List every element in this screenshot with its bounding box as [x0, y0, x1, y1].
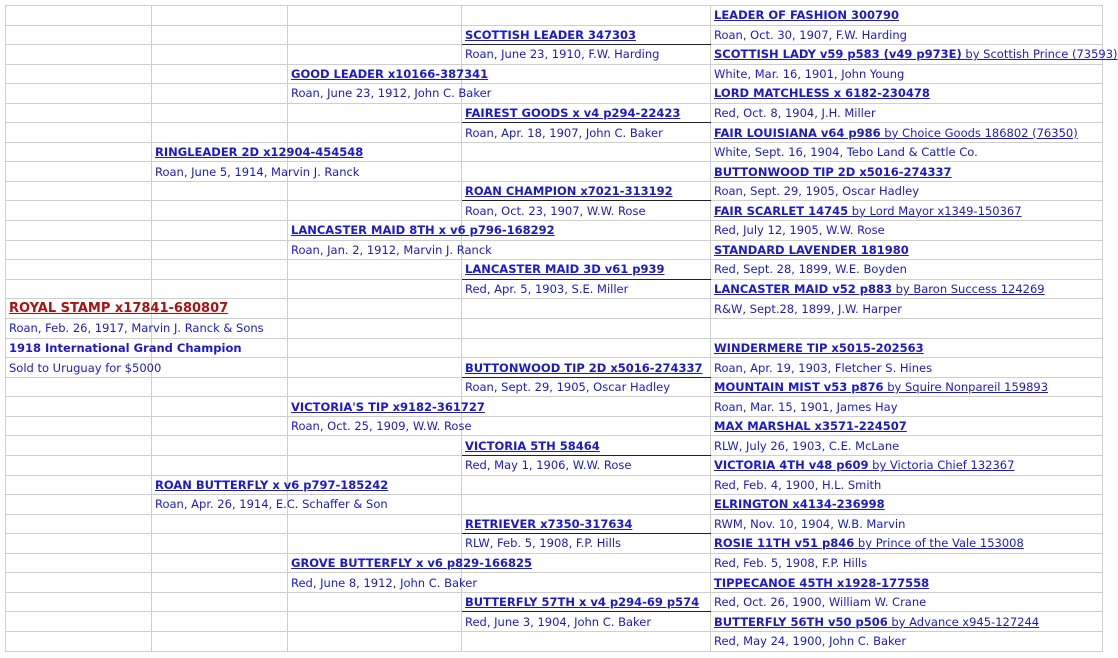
gen-2-cell: [152, 534, 288, 554]
gen-1-cell: [6, 436, 152, 456]
gen-2-cell: [152, 162, 360, 182]
gen-5-cell: [711, 123, 1103, 143]
gen-2-cell: [152, 475, 389, 495]
gen-3-cell: [288, 45, 462, 65]
gen-3-cell: [288, 319, 462, 339]
gen-1-cell: [6, 240, 152, 260]
birth-details: Red, Feb. 4, 1900, H.L. Smith: [714, 477, 882, 492]
gen-3-cell: [288, 181, 462, 201]
gen-2-cell: [152, 45, 288, 65]
sire-reference-link[interactable]: by Baron Success 124269: [891, 281, 1045, 296]
animal-name-link[interactable]: BUTTONWOOD TIP 2D x5016-274337: [465, 360, 703, 375]
pedigree-row: [6, 612, 1103, 632]
gen-1-cell: [6, 612, 152, 632]
gen-3-cell: [288, 358, 462, 378]
animal-name-link[interactable]: STANDARD LAVENDER 181980: [714, 242, 909, 257]
gen-4-cell: [462, 64, 711, 84]
gen-3-cell: [288, 279, 462, 299]
gen-3-cell: [288, 221, 555, 241]
gen-3-cell: [288, 6, 462, 26]
pedigree-row: [6, 456, 1103, 476]
gen-5-cell: [711, 416, 1103, 436]
gen-2-cell: [152, 201, 288, 221]
animal-name-link[interactable]: ROAN BUTTERFLY x v6 p797-185242: [155, 477, 389, 492]
gen-2-cell: [152, 240, 288, 260]
gen-1-cell: [6, 338, 242, 358]
birth-details: RLW, July 26, 1903, C.E. McLane: [714, 438, 900, 453]
gen-4-cell: [462, 397, 711, 417]
gen-5-cell: [711, 573, 1103, 593]
gen-5-cell: [711, 142, 1103, 162]
gen-1-cell: [6, 45, 152, 65]
pedigree-row: [6, 416, 1103, 436]
birth-details: Sold to Uruguay for $5000: [9, 360, 162, 375]
birth-details: Roan, Apr. 19, 1903, Fletcher S. Hines: [714, 360, 933, 375]
pedigree-row: [6, 84, 1103, 104]
gen-3-cell: [288, 436, 462, 456]
gen-1-cell: [6, 25, 152, 45]
gen-1-cell: [6, 358, 162, 378]
gen-4-cell: [462, 201, 711, 221]
birth-details: Roan, June 23, 1912, John C. Baker: [291, 86, 492, 101]
birth-details: Roan, June 5, 1914, Marvin J. Ranck: [155, 164, 360, 179]
gen-5-cell: [711, 338, 1103, 358]
animal-name-link[interactable]: VICTORIA 5TH 58464: [465, 438, 600, 453]
gen-1-cell: [6, 514, 152, 534]
gen-4-cell: [462, 162, 711, 182]
birth-details: Roan, Sept. 29, 1905, Oscar Hadley: [465, 380, 671, 395]
animal-name-link[interactable]: WINDERMERE TIP x5015-202563: [714, 341, 924, 356]
gen-2-cell: [152, 436, 288, 456]
award-text: 1918 International Grand Champion: [9, 341, 242, 356]
birth-details: Roan, Mar. 15, 1901, James Hay: [714, 399, 898, 414]
gen-1-cell: [6, 534, 152, 554]
birth-details: Red, Feb. 5, 1908, F.P. Hills: [714, 556, 868, 571]
gen-3-cell: [288, 416, 472, 436]
pedigree-row: [6, 181, 1103, 201]
animal-name-link[interactable]: LANCASTER MAID 8TH x v6 p796-168292: [291, 223, 555, 238]
gen-1-cell: [6, 279, 152, 299]
animal-name-link[interactable]: MAX MARSHAL x3571-224507: [714, 419, 907, 434]
birth-details: Roan, Oct. 30, 1907, F.W. Harding: [714, 27, 907, 42]
gen-5-cell: [711, 612, 1103, 632]
animal-name-link[interactable]: RINGLEADER 2D x12904-454548: [155, 145, 364, 160]
gen-4-cell: [462, 123, 711, 143]
gen-4-cell: [462, 573, 711, 593]
gen-1-cell: [6, 377, 152, 397]
gen-5-cell: [711, 45, 1118, 65]
gen-2-cell: [152, 553, 288, 573]
gen-3-cell: [288, 240, 492, 260]
gen-4-cell: [462, 6, 711, 26]
pedigree-row: [6, 534, 1103, 554]
gen-5-cell: [711, 240, 1103, 260]
gen-5-cell: [711, 181, 1103, 201]
gen-5-cell: [711, 553, 1103, 573]
gen-3-cell: [288, 612, 462, 632]
gen-4-cell: [462, 631, 711, 651]
pedigree-row: [6, 338, 1103, 358]
animal-name-link[interactable]: LEADER OF FASHION 300790: [714, 8, 900, 23]
gen-5-cell: [711, 436, 1103, 456]
gen-2-cell: [152, 592, 288, 612]
gen-4-cell: [462, 534, 711, 554]
gen-5-cell: [711, 260, 1103, 280]
sire-reference-link[interactable]: by Choice Goods 186802 (76350): [880, 125, 1078, 140]
gen-1-cell: [6, 592, 152, 612]
gen-2-cell: [152, 456, 288, 476]
birth-details: Red, June 8, 1912, John C. Baker: [291, 575, 478, 590]
animal-name-link[interactable]: VICTORIA'S TIP x9182-361727: [291, 399, 485, 414]
birth-details: Red, Apr. 5, 1903, S.E. Miller: [465, 281, 629, 296]
gen-4-cell: [462, 181, 711, 201]
gen-2-cell: [152, 612, 288, 632]
animal-name-link[interactable]: BUTTONWOOD TIP 2D x5016-274337: [714, 164, 952, 179]
gen-5-cell: [711, 221, 1103, 241]
gen-5-cell: [711, 534, 1103, 554]
gen-4-cell: [462, 338, 711, 358]
sire-reference-link[interactable]: by Victoria Chief 132367: [868, 458, 1015, 473]
gen-5-cell: [711, 631, 1103, 651]
gen-5-cell: [711, 358, 1103, 378]
gen-3-cell: [288, 534, 462, 554]
subject-animal-name[interactable]: ROYAL STAMP x17841-680807: [9, 301, 229, 317]
pedigree-row: [6, 436, 1103, 456]
pedigree-row: [6, 64, 1103, 84]
animal-name-link[interactable]: LANCASTER MAID v52 p883: [714, 281, 892, 296]
birth-details: Red, Sept. 28, 1899, W.E. Boyden: [714, 262, 907, 277]
gen-3-cell: [288, 397, 485, 417]
pedigree-row: [6, 553, 1103, 573]
gen-3-cell: [288, 631, 462, 651]
pedigree-row: [6, 162, 1103, 182]
gen-1-cell: [6, 456, 152, 476]
gen-5-cell: [711, 495, 1103, 515]
pedigree-row: [6, 201, 1103, 221]
pedigree-row: [6, 358, 1103, 378]
birth-details: Roan, Feb. 26, 1917, Marvin J. Ranck & Sons: [9, 321, 264, 336]
birth-details: Red, Oct. 26, 1900, William W. Crane: [714, 595, 927, 610]
pedigree-row: [6, 514, 1103, 534]
pedigree-row: [6, 142, 1103, 162]
pedigree-row: [6, 377, 1103, 397]
birth-details: Roan, Jan. 2, 1912, Marvin J. Ranck: [291, 242, 492, 257]
sire-reference-link[interactable]: by Advance x945-127244: [887, 614, 1040, 629]
animal-name-link[interactable]: MOUNTAIN MIST v53 p876: [714, 380, 884, 395]
gen-3-cell: [288, 103, 462, 123]
gen-2-cell: [152, 416, 288, 436]
animal-name-link[interactable]: SCOTTISH LEADER 347303: [465, 27, 636, 42]
birth-details: Red, May 24, 1900, John C. Baker: [714, 634, 907, 649]
sire-reference-link[interactable]: by Prince of the Vale 153008: [854, 536, 1024, 551]
gen-1-cell: [6, 495, 152, 515]
gen-1-cell: [6, 299, 229, 319]
gen-3-cell: [288, 84, 492, 104]
gen-5-cell: [711, 377, 1103, 397]
gen-1-cell: [6, 553, 152, 573]
animal-name-link[interactable]: TIPPECANOE 45TH x1928-177558: [714, 575, 930, 590]
gen-2-cell: [152, 84, 288, 104]
gen-5-cell: [711, 514, 1103, 534]
gen-1-cell: [6, 103, 152, 123]
birth-details: RWM, Nov. 10, 1904, W.B. Marvin: [714, 516, 906, 531]
gen-5-cell: [711, 397, 1103, 417]
sire-reference-link[interactable]: by Scottish Prince (73593): [961, 47, 1118, 62]
gen-1-cell: [6, 123, 152, 143]
pedigree-row: [6, 240, 1103, 260]
animal-name-link[interactable]: RETRIEVER x7350-317634: [465, 516, 633, 531]
gen-5-cell: [711, 475, 1103, 495]
pedigree-row: [6, 573, 1103, 593]
pedigree-row: [6, 221, 1103, 241]
gen-2-cell: [152, 181, 288, 201]
gen-4-cell: [462, 319, 711, 339]
animal-name-link[interactable]: VICTORIA 4TH v48 p609: [714, 458, 869, 473]
gen-5-cell: [711, 162, 1103, 182]
gen-1-cell: [6, 221, 152, 241]
gen-3-cell: [288, 456, 462, 476]
pedigree-row: [6, 103, 1103, 123]
gen-4-cell: [462, 592, 711, 612]
gen-5-cell: [711, 64, 1103, 84]
gen-1-cell: [6, 201, 152, 221]
gen-2-cell: [152, 221, 288, 241]
gen-1-cell: [6, 631, 152, 651]
pedigree-body: [6, 6, 1118, 652]
gen-1-cell: [6, 142, 152, 162]
animal-name-link[interactable]: FAIR LOUISIANA v64 p986: [714, 125, 881, 140]
gen-2-cell: [152, 514, 288, 534]
sire-reference-link[interactable]: by Squire Nonpareil 159893: [883, 380, 1049, 395]
pedigree-row: [6, 45, 1103, 65]
gen-5-cell: [711, 279, 1103, 299]
gen-2-cell: [152, 64, 288, 84]
pedigree-row: [6, 279, 1103, 299]
gen-1-cell: [6, 260, 152, 280]
birth-details: Roan, Oct. 23, 1907, W.W. Rose: [465, 203, 646, 218]
gen-4-cell: [462, 84, 711, 104]
gen-5-cell: [711, 299, 1103, 319]
birth-details: Red, June 3, 1904, John C. Baker: [465, 614, 652, 629]
animal-name-link[interactable]: LANCASTER MAID 3D v61 p939: [465, 262, 665, 277]
gen-2-cell: [152, 123, 288, 143]
gen-5-cell: [711, 6, 1103, 26]
gen-5-cell: [711, 84, 1103, 104]
gen-4-cell: [462, 260, 711, 280]
pedigree-row: [6, 25, 1103, 45]
gen-2-cell: [152, 397, 288, 417]
gen-1-cell: [6, 319, 264, 339]
animal-name-link[interactable]: BUTTERFLY 56TH v50 p506: [714, 614, 888, 629]
gen-4-cell: [462, 416, 711, 436]
pedigree-row: [6, 592, 1103, 612]
sire-reference-link[interactable]: by Lord Mayor x1349-150367: [848, 203, 1022, 218]
gen-1-cell: [6, 181, 152, 201]
birth-details: Red, July 12, 1905, W.W. Rose: [714, 223, 885, 238]
gen-3-cell: [288, 64, 489, 84]
gen-2-cell: [152, 631, 288, 651]
gen-5-cell: [711, 25, 1103, 45]
birth-details: R&W, Sept.28, 1899, J.W. Harper: [714, 301, 902, 316]
gen-2-cell: [152, 260, 288, 280]
gen-4-cell: [462, 377, 711, 397]
gen-2-cell: [152, 495, 388, 515]
gen-4-cell: [462, 45, 711, 65]
gen-1-cell: [6, 84, 152, 104]
gen-3-cell: [288, 123, 462, 143]
gen-3-cell: [288, 377, 462, 397]
gen-1-cell: [6, 475, 152, 495]
gen-4-cell: [462, 142, 711, 162]
gen-4-cell: [462, 475, 711, 495]
gen-5-cell: [711, 592, 1103, 612]
gen-4-cell: [462, 514, 711, 534]
birth-details: Red, Oct. 8, 1904, J.H. Miller: [714, 106, 876, 120]
gen-4-cell: [462, 299, 711, 319]
gen-4-cell: [462, 279, 711, 299]
gen-3-cell: [288, 25, 462, 45]
animal-name-link[interactable]: FAIR SCARLET 14745: [714, 203, 849, 218]
birth-details: Red, May 1, 1906, W.W. Rose: [465, 458, 632, 473]
gen-5-cell: [711, 201, 1103, 221]
gen-4-cell: [462, 456, 711, 476]
gen-1-cell: [6, 416, 152, 436]
animal-name-link[interactable]: GROVE BUTTERFLY x v6 p829-166825: [291, 556, 532, 571]
gen-4-cell: [462, 495, 711, 515]
gen-4-cell: [462, 240, 711, 260]
birth-details: White, Mar. 16, 1901, John Young: [714, 66, 905, 81]
birth-details: Roan, Apr. 26, 1914, E.C. Schaffer & Son: [155, 497, 388, 512]
gen-2-cell: [152, 279, 288, 299]
animal-name-link[interactable]: LORD MATCHLESS x 6182-230478: [714, 86, 930, 101]
gen-1-cell: [6, 162, 152, 182]
gen-5-cell: [711, 456, 1103, 476]
gen-3-cell: [288, 338, 462, 358]
animal-name-link[interactable]: GOOD LEADER x10166-387341: [291, 66, 489, 81]
gen-5-cell: [711, 103, 1103, 123]
birth-details: RLW, Feb. 5, 1908, F.P. Hills: [465, 536, 622, 551]
animal-name-link[interactable]: ROAN CHAMPION x7021-313192: [465, 184, 673, 199]
pedigree-row: [6, 123, 1103, 143]
pedigree-table: [5, 5, 1118, 652]
gen-3-cell: [288, 573, 478, 593]
gen-2-cell: [152, 25, 288, 45]
pedigree-row: [6, 299, 1103, 319]
animal-name-link[interactable]: ELRINGTON x4134-236998: [714, 497, 885, 512]
gen-3-cell: [288, 592, 462, 612]
gen-4-cell: [462, 612, 711, 632]
animal-name-link[interactable]: SCOTTISH LADY v59 p583 (v49 p973E): [714, 47, 962, 62]
animal-name-link[interactable]: FAIREST GOODS x v4 p294-22423: [465, 106, 681, 120]
gen-2-cell: [152, 573, 288, 593]
gen-1-cell: [6, 6, 152, 26]
pedigree-row: [6, 260, 1103, 280]
gen-3-cell: [288, 299, 462, 319]
gen-5-cell: [711, 319, 1103, 339]
gen-1-cell: [6, 397, 152, 417]
gen-3-cell: [288, 553, 532, 573]
gen-2-cell: [152, 6, 288, 26]
pedigree-row: [6, 631, 1103, 651]
gen-4-cell: [462, 25, 711, 45]
birth-details: Roan, Apr. 18, 1907, John C. Baker: [465, 125, 663, 140]
pedigree-row: [6, 6, 1103, 26]
gen-1-cell: [6, 573, 152, 593]
gen-3-cell: [288, 201, 462, 221]
birth-details: Roan, June 23, 1910, F.W. Harding: [465, 47, 660, 62]
gen-4-cell: [462, 103, 711, 123]
gen-3-cell: [288, 260, 462, 280]
gen-2-cell: [152, 358, 288, 378]
birth-details: Roan, Oct. 25, 1909, W.W. Rose: [291, 419, 472, 434]
gen-2-cell: [152, 142, 364, 162]
gen-2-cell: [152, 377, 288, 397]
gen-4-cell: [462, 436, 711, 456]
animal-name-link[interactable]: BUTTERFLY 57TH x v4 p294-69 p574: [465, 595, 700, 610]
birth-details: Roan, Sept. 29, 1905, Oscar Hadley: [714, 184, 920, 199]
pedigree-row: [6, 475, 1103, 495]
gen-3-cell: [288, 514, 462, 534]
gen-1-cell: [6, 64, 152, 84]
gen-2-cell: [152, 103, 288, 123]
gen-4-cell: [462, 358, 711, 378]
birth-details: White, Sept. 16, 1904, Tebo Land & Cattle Co.: [714, 145, 978, 160]
pedigree-row: [6, 319, 1103, 339]
pedigree-row: [6, 495, 1103, 515]
pedigree-row: [6, 397, 1103, 417]
animal-name-link[interactable]: ROSIE 11TH v51 p846: [714, 536, 855, 551]
